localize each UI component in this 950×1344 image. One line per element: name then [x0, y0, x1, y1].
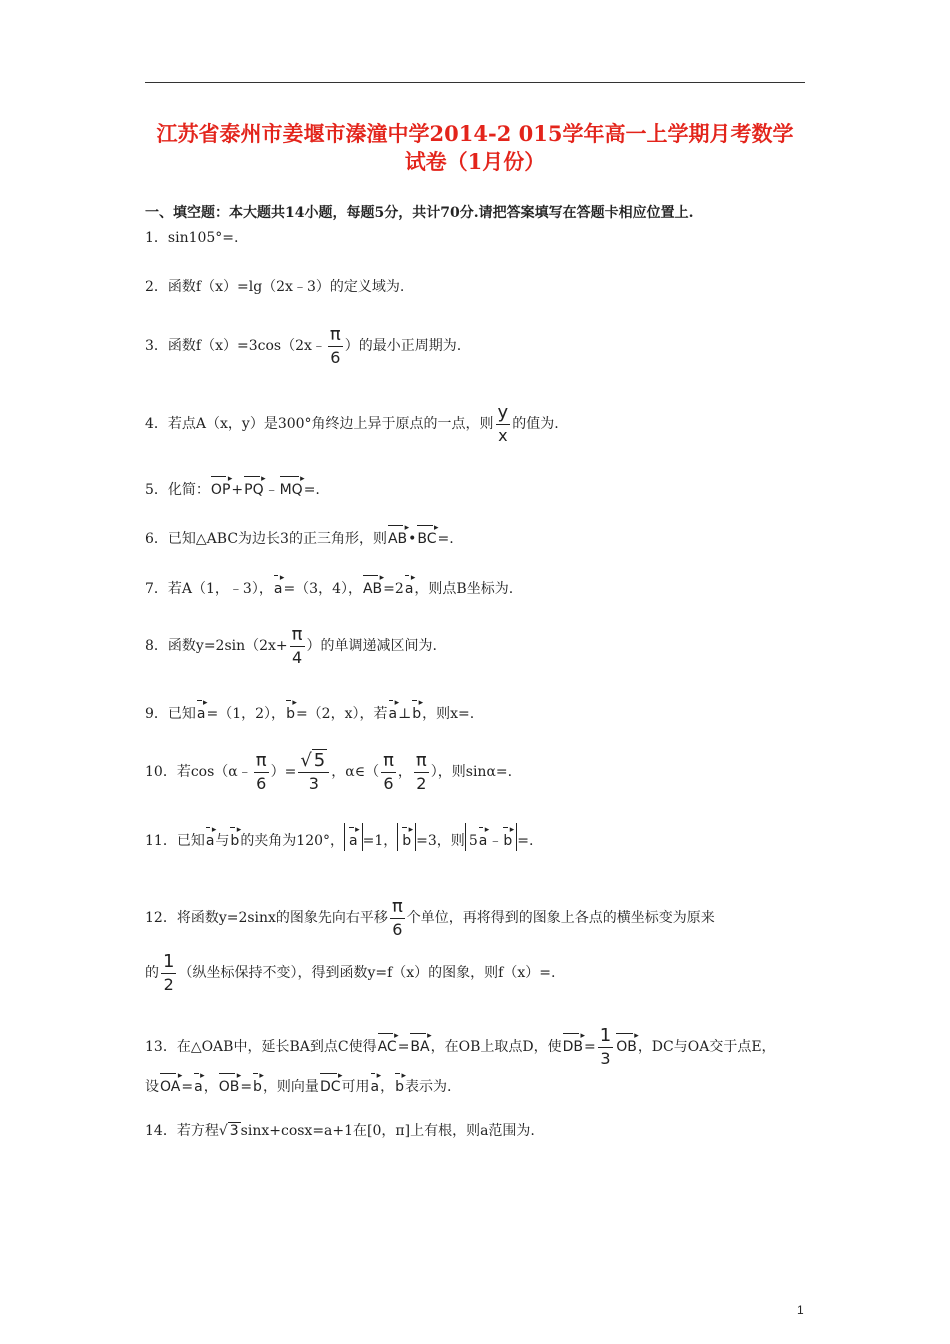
- radicand: 3: [229, 1123, 239, 1139]
- vector-b: b ▸: [395, 1069, 404, 1097]
- question-13-mid: ，则向量: [262, 1079, 319, 1095]
- question-13-line2-pre: 设: [145, 1079, 159, 1095]
- question-14-post: sinx+cosx=a+1在[0，π]上有根，则a范围为.: [240, 1123, 535, 1139]
- fraction: [328, 326, 343, 366]
- vector-b: b ▸: [253, 1069, 262, 1097]
- fraction-denominator: 6: [256, 774, 267, 793]
- vector-a: a ▸: [274, 571, 283, 599]
- question-13-mid: 可用: [341, 1079, 370, 1095]
- abs-b: [397, 823, 416, 851]
- question-5: [145, 472, 320, 500]
- vector-ab: AB ▸: [363, 571, 382, 599]
- fraction-numerator-sqrt: [298, 752, 329, 773]
- fraction: [598, 1027, 613, 1067]
- fraction: [390, 898, 405, 938]
- question-9-post: ，则x=.: [422, 706, 475, 722]
- vector-pq: PQ ▸: [244, 472, 263, 500]
- question-10: [145, 752, 512, 792]
- question-9: [145, 696, 474, 724]
- question-4-pre: 4．若点A（x，y）是300°角终边上异于原点的一点，则: [145, 416, 494, 432]
- vector-b: b ▸: [503, 823, 512, 851]
- question-12-line-1: [145, 898, 715, 938]
- question-14-pre: 14．若方程: [145, 1123, 219, 1139]
- vector-a: a ▸: [405, 571, 414, 599]
- question-9-mid: =（2，x），若: [295, 706, 388, 722]
- fraction: [290, 626, 305, 666]
- question-10-post: ），则sinα=.: [430, 764, 513, 780]
- question-13-mid: ，在OB上取点D，使: [430, 1039, 562, 1055]
- question-7: [145, 571, 513, 599]
- question-7-mid: =2: [383, 581, 404, 597]
- fraction-denominator: 3: [600, 1049, 611, 1068]
- vector-ac: AC ▸: [378, 1029, 397, 1057]
- question-14: [145, 1121, 535, 1141]
- question-2-text: 2．函数f（x）=lg（2x﹣3）的定义域为.: [145, 279, 405, 295]
- question-5-pre: 5．化简：: [145, 482, 210, 498]
- question-12-pre: 12．将函数y=2sinx的图象先向右平移: [145, 910, 388, 926]
- question-4: [145, 404, 559, 444]
- fraction-numerator: π: [415, 750, 427, 771]
- question-11: [145, 823, 533, 851]
- separator: ，: [380, 1079, 395, 1095]
- fraction-numerator: π: [291, 624, 303, 645]
- vector-b: b ▸: [412, 696, 421, 724]
- question-12-mid: 个单位，再将得到的图象上各点的横坐标变为原来: [406, 910, 715, 926]
- question-13-post: 表示为.: [404, 1079, 452, 1095]
- perpendicular-symbol: ⊥: [398, 706, 412, 722]
- vector-a: a ▸: [479, 823, 488, 851]
- vector-ab: AB ▸: [388, 521, 407, 549]
- question-12-line2-post: （纵坐标保持不变），得到函数y=f（x）的图象，则f（x）=.: [178, 965, 556, 981]
- vector-b: b ▸: [286, 696, 295, 724]
- document-title: [145, 120, 805, 176]
- fraction: [381, 752, 396, 792]
- question-11-mid: =3，则: [416, 833, 465, 849]
- question-6: [145, 521, 454, 549]
- vector-db: DB ▸: [563, 1029, 583, 1057]
- vector-b: b ▸: [402, 823, 411, 851]
- vector-a: a ▸: [371, 1069, 380, 1097]
- question-12-line2-pre: 的: [145, 965, 159, 981]
- vector-a: a ▸: [206, 823, 215, 851]
- fraction-denominator: 3: [308, 774, 319, 793]
- fraction-denominator: 6: [330, 348, 341, 367]
- vector-ba: BA ▸: [410, 1029, 429, 1057]
- radicand: 5: [313, 750, 326, 771]
- vector-ob: OB ▸: [219, 1069, 240, 1097]
- fraction-denominator: 4: [292, 648, 303, 667]
- fraction-numerator: 1: [163, 951, 175, 972]
- abs-a: [344, 823, 363, 851]
- dot-operator: •: [408, 531, 417, 547]
- question-12-line-2: [145, 953, 555, 993]
- fraction: [414, 752, 429, 792]
- question-3-pre: 3．函数f（x）=3cos（2x﹣: [145, 338, 326, 354]
- operator: ﹣: [488, 833, 503, 849]
- question-6-pre: 6．已知△ABC为边长3的正三角形，则: [145, 531, 387, 547]
- coefficient: 5: [468, 833, 478, 849]
- fraction-numerator: π: [255, 750, 267, 771]
- question-13-pre: 13．在△OAB中，延长BA到点C使得: [145, 1039, 377, 1055]
- question-10-pre: 10．若cos（α﹣: [145, 764, 252, 780]
- operator: ﹣: [264, 482, 279, 498]
- question-11-post: =.: [517, 833, 534, 849]
- fraction-numerator: π: [383, 750, 394, 771]
- question-5-post: =.: [303, 482, 320, 498]
- question-8: [145, 626, 437, 666]
- question-1-text: 1．sin105°=.: [145, 230, 239, 246]
- question-7-pre: 7．若A（1，﹣3），: [145, 581, 273, 597]
- question-3-post: ）的最小正周期为.: [344, 338, 462, 354]
- vector-a: a ▸: [349, 823, 358, 851]
- vector-mq: MQ ▸: [280, 472, 303, 500]
- question-13-mid: ，DC与OA交于点E，: [637, 1039, 776, 1055]
- fraction: [496, 404, 511, 444]
- vector-dc: DC ▸: [320, 1069, 341, 1097]
- vector-bc: BC ▸: [417, 521, 436, 549]
- question-3: [145, 326, 461, 366]
- question-7-mid: =（3，4），: [283, 581, 362, 597]
- vector-a: a ▸: [389, 696, 398, 724]
- question-11-pre: 11．已知: [145, 833, 205, 849]
- separator: ，: [397, 764, 412, 780]
- equals: =: [181, 1079, 194, 1095]
- equals: =: [240, 1079, 253, 1095]
- fraction-denominator: x: [498, 426, 508, 445]
- question-11-mid: 的夹角为120°，: [240, 833, 345, 849]
- question-7-post: ，则点B坐标为.: [414, 581, 514, 597]
- page-number: 1: [797, 1303, 804, 1317]
- question-13-line-1: [145, 1027, 776, 1067]
- fraction-denominator: 2: [163, 975, 174, 994]
- question-1: [145, 228, 239, 248]
- question-10-mid: ，α∈（: [331, 764, 380, 780]
- title-line-1: 江苏省泰州市姜堰市溱潼中学2014-2 015学年高一上学期月考数学: [156, 121, 794, 146]
- operator: +: [231, 482, 244, 498]
- equals: =: [397, 1039, 410, 1055]
- question-10-mid: ）=: [270, 764, 297, 780]
- sqrt-symbol: √ 3: [218, 1123, 239, 1139]
- sqrt-symbol: √ 5: [300, 750, 326, 771]
- fraction-numerator: 1: [599, 1025, 612, 1046]
- vector-a: a ▸: [197, 696, 206, 724]
- question-9-pre: 9．已知: [145, 706, 196, 722]
- question-8-pre: 8．函数y=2sin（2x+: [145, 638, 288, 654]
- fraction-denominator: 2: [416, 774, 427, 793]
- fraction: [254, 752, 269, 792]
- fraction-denominator: 6: [383, 774, 394, 793]
- question-6-post: =.: [437, 531, 454, 547]
- equals: =: [584, 1039, 596, 1055]
- question-2: [145, 277, 404, 297]
- vector-op: OP ▸: [211, 472, 230, 500]
- fraction: [161, 953, 176, 993]
- header-rule: [145, 82, 805, 83]
- fraction-numerator: π: [329, 324, 341, 345]
- title-line-2: 试卷（1月份）: [404, 149, 546, 174]
- abs-5a-minus-b: [465, 823, 517, 851]
- separator: ，: [203, 1079, 218, 1095]
- fraction: [298, 752, 329, 792]
- question-13-line-2: [145, 1069, 451, 1097]
- fraction-denominator: 6: [392, 920, 403, 939]
- question-9-mid: =（1，2），: [206, 706, 286, 722]
- vector-ob: OB ▸: [616, 1029, 637, 1057]
- question-4-post: 的值为.: [512, 416, 559, 432]
- question-11-mid: =1，: [362, 833, 398, 849]
- vector-b: b ▸: [230, 823, 239, 851]
- fraction-numerator: π: [391, 896, 403, 917]
- question-8-post: ）的单调递减区间为.: [306, 638, 437, 654]
- vector-a: a ▸: [194, 1069, 203, 1097]
- question-11-mid: 与: [215, 833, 230, 849]
- fraction-numerator: y: [497, 402, 509, 423]
- section-heading: 一、填空题：本大题共14小题，每题5分，共计70分.请把答案填写在答题卡相应位置上.: [145, 205, 694, 221]
- vector-oa: OA ▸: [160, 1069, 180, 1097]
